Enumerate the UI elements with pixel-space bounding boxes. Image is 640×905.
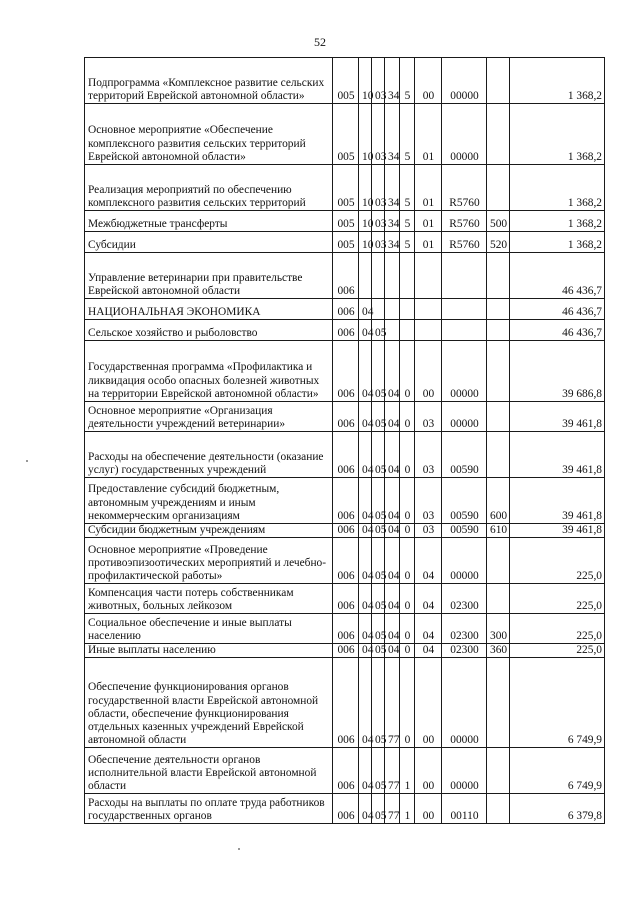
subprogram-code: 0 [400, 341, 415, 402]
amount: 39 461,8 [510, 402, 605, 432]
expense-type-code [487, 748, 510, 794]
section-code: 04 [359, 320, 372, 341]
subsection-code [372, 299, 385, 320]
program-code: 34 [385, 211, 400, 232]
event-code [415, 253, 442, 299]
expense-type-code [487, 299, 510, 320]
item-name: Подпрограмма «Комплексное развитие сельских территорий Еврейской автономной области» [85, 58, 333, 104]
subsection-code: 05 [372, 524, 385, 538]
expense-type-code: 360 [487, 644, 510, 658]
section-code: 04 [359, 748, 372, 794]
direction-code [442, 320, 487, 341]
table-row [85, 341, 605, 402]
event-code: 04 [415, 584, 442, 614]
ministry-code: 005 [333, 165, 359, 211]
table-row [85, 644, 605, 658]
program-code: 04 [385, 478, 400, 524]
expense-type-code [487, 58, 510, 104]
table-row [85, 432, 605, 478]
section-code: 04 [359, 341, 372, 402]
expense-type-code [487, 104, 510, 165]
expense-type-code [487, 165, 510, 211]
table-row [85, 524, 605, 538]
item-name: Иные выплаты населению [85, 644, 333, 658]
subprogram-code [400, 299, 415, 320]
direction-code: 00590 [442, 432, 487, 478]
budget-table-body [85, 58, 605, 824]
section-code: 04 [359, 478, 372, 524]
direction-code: R5760 [442, 232, 487, 253]
event-code: 03 [415, 478, 442, 524]
direction-code: 00110 [442, 794, 487, 824]
subprogram-code: 0 [400, 538, 415, 584]
subsection-code: 05 [372, 320, 385, 341]
amount: 6 749,9 [510, 658, 605, 748]
section-code: 04 [359, 794, 372, 824]
program-code: 04 [385, 341, 400, 402]
expense-type-code: 600 [487, 478, 510, 524]
event-code: 03 [415, 432, 442, 478]
table-row [85, 58, 605, 104]
section-code: 04 [359, 658, 372, 748]
direction-code: R5760 [442, 211, 487, 232]
expense-type-code [487, 341, 510, 402]
ministry-code: 006 [333, 794, 359, 824]
subprogram-code: 5 [400, 104, 415, 165]
program-code: 04 [385, 402, 400, 432]
item-name: Социальное обеспечение и иные выплаты населению [85, 614, 333, 644]
direction-code: 00000 [442, 58, 487, 104]
amount: 39 686,8 [510, 341, 605, 402]
expense-type-code [487, 253, 510, 299]
subsection-code: 05 [372, 538, 385, 584]
subprogram-code: 1 [400, 748, 415, 794]
program-code: 04 [385, 524, 400, 538]
ministry-code: 006 [333, 402, 359, 432]
direction-code: 02300 [442, 614, 487, 644]
expense-type-code [487, 432, 510, 478]
subsection-code: 05 [372, 644, 385, 658]
ministry-code: 006 [333, 478, 359, 524]
expense-type-code [487, 658, 510, 748]
ministry-code: 006 [333, 341, 359, 402]
amount: 6 749,9 [510, 748, 605, 794]
event-code: 00 [415, 341, 442, 402]
table-row [85, 320, 605, 341]
subprogram-code: 0 [400, 644, 415, 658]
item-name: Обеспечение функционирования органов государственной власти Еврейской автономной области, обеспечение функционирования отдельных казенных учреждений Еврейской автономной области [85, 658, 333, 748]
direction-code [442, 253, 487, 299]
subprogram-code [400, 253, 415, 299]
table-row [85, 104, 605, 165]
event-code: 01 [415, 104, 442, 165]
scan-speck [238, 848, 240, 850]
table-row [85, 658, 605, 748]
ministry-code: 005 [333, 232, 359, 253]
direction-code: 00000 [442, 658, 487, 748]
section-code: 10 [359, 165, 372, 211]
event-code [415, 299, 442, 320]
budget-table [84, 57, 605, 824]
ministry-code: 006 [333, 748, 359, 794]
direction-code: 00000 [442, 341, 487, 402]
direction-code: 00000 [442, 402, 487, 432]
event-code: 04 [415, 538, 442, 584]
expense-type-code [487, 794, 510, 824]
subsection-code: 05 [372, 402, 385, 432]
subprogram-code: 1 [400, 794, 415, 824]
ministry-code: 006 [333, 658, 359, 748]
program-code [385, 299, 400, 320]
program-code: 04 [385, 432, 400, 478]
expense-type-code: 610 [487, 524, 510, 538]
section-code: 10 [359, 211, 372, 232]
ministry-code: 006 [333, 538, 359, 584]
program-code: 04 [385, 538, 400, 584]
section-code: 04 [359, 538, 372, 584]
program-code: 77 [385, 748, 400, 794]
subprogram-code: 0 [400, 478, 415, 524]
direction-code: 00000 [442, 104, 487, 165]
subprogram-code: 0 [400, 524, 415, 538]
item-name: Компенсация части потерь собственникам животных, больных лейкозом [85, 584, 333, 614]
subsection-code: 05 [372, 478, 385, 524]
event-code: 01 [415, 165, 442, 211]
page-number: 52 [314, 35, 326, 49]
table-row [85, 211, 605, 232]
subprogram-code: 0 [400, 432, 415, 478]
table-row [85, 584, 605, 614]
program-code [385, 253, 400, 299]
amount: 46 436,7 [510, 253, 605, 299]
item-name: Основное мероприятие «Организация деятельности учреждений ветеринарии» [85, 402, 333, 432]
program-code [385, 320, 400, 341]
expense-type-code [487, 538, 510, 584]
direction-code: 00590 [442, 478, 487, 524]
amount: 46 436,7 [510, 299, 605, 320]
program-code: 34 [385, 165, 400, 211]
subsection-code: 05 [372, 794, 385, 824]
program-code: 34 [385, 232, 400, 253]
table-row [85, 538, 605, 584]
subsection-code: 03 [372, 165, 385, 211]
event-code: 00 [415, 748, 442, 794]
program-code: 77 [385, 794, 400, 824]
section-code [359, 253, 372, 299]
program-code: 77 [385, 658, 400, 748]
expense-type-code [487, 320, 510, 341]
ministry-code: 005 [333, 104, 359, 165]
ministry-code: 006 [333, 644, 359, 658]
ministry-code: 006 [333, 432, 359, 478]
program-code: 34 [385, 104, 400, 165]
event-code: 00 [415, 58, 442, 104]
amount: 225,0 [510, 584, 605, 614]
item-name: Расходы на обеспечение деятельности (оказание услуг) государственных учреждений [85, 432, 333, 478]
amount: 225,0 [510, 614, 605, 644]
expense-type-code [487, 402, 510, 432]
table-row [85, 478, 605, 524]
ministry-code: 006 [333, 253, 359, 299]
subprogram-code: 5 [400, 165, 415, 211]
subprogram-code: 0 [400, 402, 415, 432]
table-row [85, 748, 605, 794]
program-code: 04 [385, 614, 400, 644]
table-row [85, 165, 605, 211]
amount: 39 461,8 [510, 524, 605, 538]
scan-speck [26, 460, 28, 462]
event-code: 04 [415, 644, 442, 658]
item-name: Субсидии бюджетным учреждениям [85, 524, 333, 538]
expense-type-code: 500 [487, 211, 510, 232]
amount: 1 368,2 [510, 165, 605, 211]
direction-code: 00000 [442, 748, 487, 794]
direction-code: 02300 [442, 644, 487, 658]
expense-type-code [487, 584, 510, 614]
section-code: 04 [359, 402, 372, 432]
subprogram-code: 0 [400, 614, 415, 644]
table-row [85, 253, 605, 299]
program-code: 34 [385, 58, 400, 104]
expense-type-code: 520 [487, 232, 510, 253]
section-code: 04 [359, 299, 372, 320]
ministry-code: 006 [333, 299, 359, 320]
subsection-code: 05 [372, 658, 385, 748]
section-code: 04 [359, 614, 372, 644]
subsection-code: 05 [372, 614, 385, 644]
subprogram-code: 0 [400, 658, 415, 748]
direction-code: 00590 [442, 524, 487, 538]
ministry-code: 005 [333, 58, 359, 104]
event-code: 00 [415, 658, 442, 748]
event-code: 01 [415, 211, 442, 232]
table-row [85, 794, 605, 824]
section-code: 10 [359, 104, 372, 165]
item-name: Межбюджетные трансферты [85, 211, 333, 232]
subsection-code: 05 [372, 432, 385, 478]
subsection-code: 03 [372, 211, 385, 232]
event-code: 01 [415, 232, 442, 253]
subprogram-code: 0 [400, 584, 415, 614]
amount: 1 368,2 [510, 211, 605, 232]
table-row [85, 232, 605, 253]
item-name: Обеспечение деятельности органов исполнительной власти Еврейской автономной области [85, 748, 333, 794]
item-name: Реализация мероприятий по обеспечению комплексного развития сельских территорий [85, 165, 333, 211]
table-row [85, 299, 605, 320]
section-code: 10 [359, 58, 372, 104]
direction-code: 02300 [442, 584, 487, 614]
subsection-code: 03 [372, 104, 385, 165]
event-code: 03 [415, 524, 442, 538]
item-name: Основное мероприятие «Проведение противоэпизоотических мероприятий и лечебно-профилактической работы» [85, 538, 333, 584]
amount: 39 461,8 [510, 432, 605, 478]
event-code: 04 [415, 614, 442, 644]
subprogram-code [400, 320, 415, 341]
amount: 39 461,8 [510, 478, 605, 524]
event-code: 03 [415, 402, 442, 432]
amount: 1 368,2 [510, 232, 605, 253]
section-code: 04 [359, 524, 372, 538]
item-name: Расходы на выплаты по оплате труда работников государственных органов [85, 794, 333, 824]
subprogram-code: 5 [400, 58, 415, 104]
ministry-code: 005 [333, 211, 359, 232]
amount: 6 379,8 [510, 794, 605, 824]
program-code: 04 [385, 584, 400, 614]
item-name: Государственная программа «Профилактика и ликвидация особо опасных болезней животных на территории Еврейской автономной области» [85, 341, 333, 402]
amount: 46 436,7 [510, 320, 605, 341]
subsection-code: 03 [372, 58, 385, 104]
item-name: Сельское хозяйство и рыболовство [85, 320, 333, 341]
ministry-code: 006 [333, 614, 359, 644]
amount: 225,0 [510, 538, 605, 584]
section-code: 04 [359, 584, 372, 614]
table-row [85, 614, 605, 644]
section-code: 10 [359, 232, 372, 253]
event-code: 00 [415, 794, 442, 824]
item-name: Предоставление субсидий бюджетным, автономным учреждениям и иным некоммерческим организациям [85, 478, 333, 524]
program-code: 04 [385, 644, 400, 658]
subprogram-code: 5 [400, 211, 415, 232]
table-row [85, 402, 605, 432]
direction-code [442, 299, 487, 320]
direction-code: R5760 [442, 165, 487, 211]
subprogram-code: 5 [400, 232, 415, 253]
subsection-code: 05 [372, 748, 385, 794]
expense-type-code: 300 [487, 614, 510, 644]
item-name: Управление ветеринарии при правительстве Еврейской автономной области [85, 253, 333, 299]
section-code: 04 [359, 644, 372, 658]
subsection-code [372, 253, 385, 299]
amount: 225,0 [510, 644, 605, 658]
section-code: 04 [359, 432, 372, 478]
ministry-code: 006 [333, 524, 359, 538]
item-name: Основное мероприятие «Обеспечение комплексного развития сельских территорий Еврейской автономной области» [85, 104, 333, 165]
amount: 1 368,2 [510, 58, 605, 104]
subsection-code: 05 [372, 341, 385, 402]
subsection-code: 05 [372, 584, 385, 614]
ministry-code: 006 [333, 584, 359, 614]
ministry-code: 006 [333, 320, 359, 341]
event-code [415, 320, 442, 341]
item-name: Субсидии [85, 232, 333, 253]
amount: 1 368,2 [510, 104, 605, 165]
direction-code: 00000 [442, 538, 487, 584]
item-name: НАЦИОНАЛЬНАЯ ЭКОНОМИКА [85, 299, 333, 320]
subsection-code: 03 [372, 232, 385, 253]
